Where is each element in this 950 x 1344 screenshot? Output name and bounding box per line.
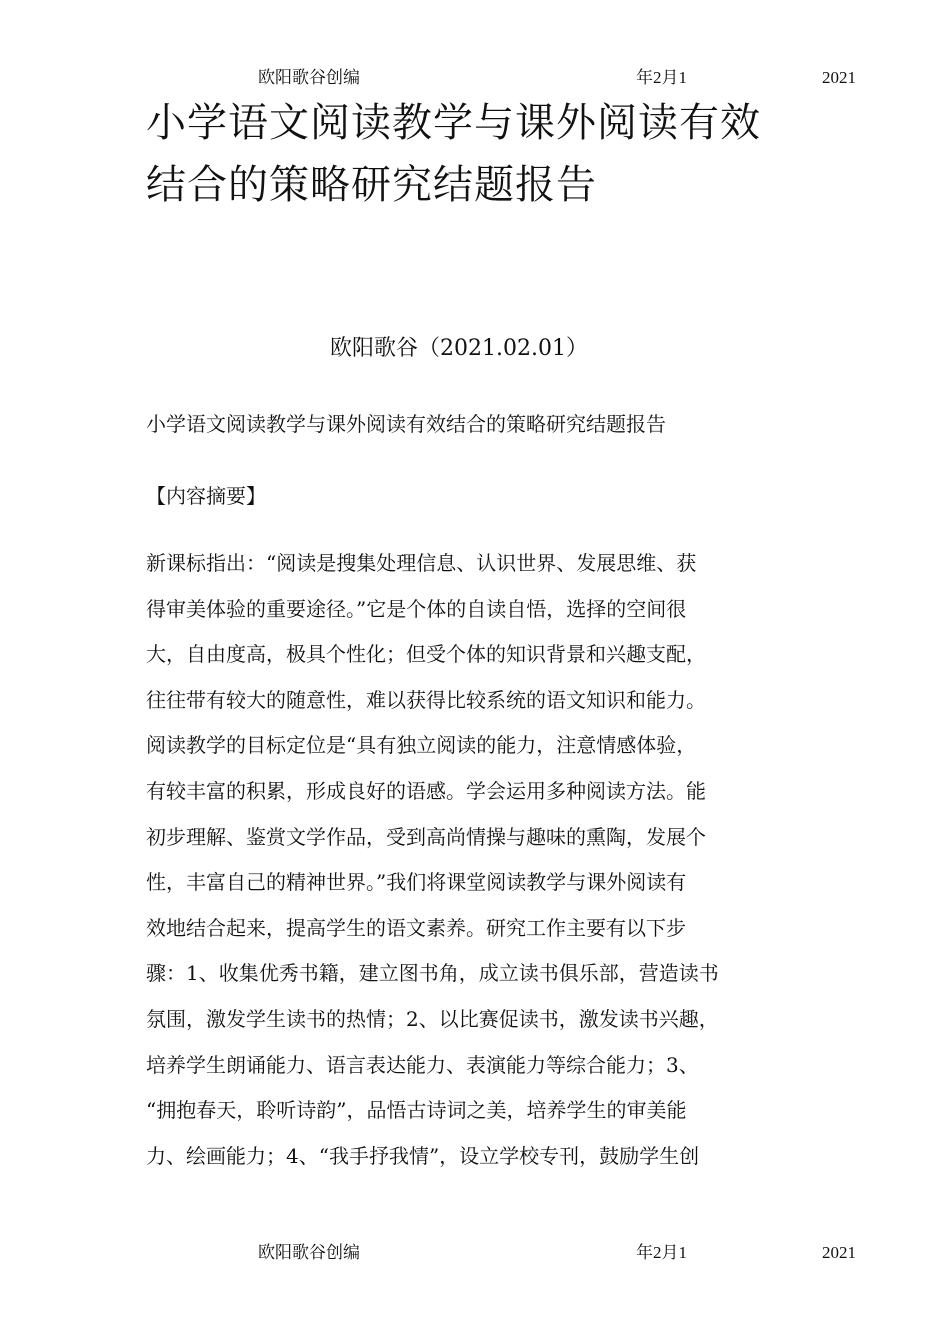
body-line: 有较丰富的积累，形成良好的语感。学会运用多种阅读方法。能 xyxy=(146,778,706,803)
footer-date: 年2月1 xyxy=(636,1243,687,1262)
body-line: 大，自由度高，极具个性化；但受个体的知识背景和兴趣支配， xyxy=(146,642,706,667)
footer-editor: 欧阳歌谷创编 xyxy=(258,1243,360,1262)
abstract-paragraph xyxy=(146,549,836,1187)
body-line: 新课标指出：“阅读是搜集处理信息、认识世界、发展思维、获 xyxy=(146,551,697,575)
author-line: 欧阳歌谷（2021.02.01） xyxy=(330,336,588,361)
header-date: 年2月1 xyxy=(636,68,687,87)
title-line: 结合的策略研究结题报告 xyxy=(146,162,597,208)
header-editor: 欧阳歌谷创编 xyxy=(258,68,360,87)
body-line: 阅读教学的目标定位是“具有独立阅读的能力，注意情感体验， xyxy=(146,733,697,758)
body-line: 骤：1、收集优秀书籍，建立图书角，成立读书俱乐部，营造读书 xyxy=(146,961,719,986)
body-line: “拥抱春天，聆听诗韵”，品悟古诗词之美，培养学生的审美能 xyxy=(146,1098,687,1123)
body-line: 氛围，激发学生读书的热情；2、以比赛促读书，激发读书兴趣， xyxy=(146,1006,719,1031)
title-line: 小学语文阅读教学与课外阅读有效 xyxy=(146,100,761,146)
footer-year: 2021 xyxy=(822,1243,856,1262)
body-line: 性，丰富自己的精神世界。”我们将课堂阅读教学与课外阅读有 xyxy=(146,870,687,895)
body-line: 往往带有较大的随意性，难以获得比较系统的语文知识和能力。 xyxy=(146,687,706,712)
body-line: 得审美体验的重要途径。”它是个体的自读自悟，选择的空间很 xyxy=(146,596,687,621)
header-year: 2021 xyxy=(822,68,856,87)
body-line: 培养学生朗诵能力、语言表达能力、表演能力等综合能力；3、 xyxy=(146,1052,699,1077)
section-heading: 【内容摘要】 xyxy=(146,484,266,508)
body-line: 初步理解、鉴赏文学作品，受到高尚情操与趣味的熏陶，发展个 xyxy=(146,824,706,849)
subtitle: 小学语文阅读教学与课外阅读有效结合的策略研究结题报告 xyxy=(146,412,666,436)
body-line: 效地结合起来，提高学生的语文素养。研究工作主要有以下步 xyxy=(146,915,686,940)
body-line: 力、绘画能力；4、“我手抒我情”，设立学校专刊，鼓励学生创 xyxy=(146,1143,700,1168)
document-title xyxy=(146,92,846,216)
